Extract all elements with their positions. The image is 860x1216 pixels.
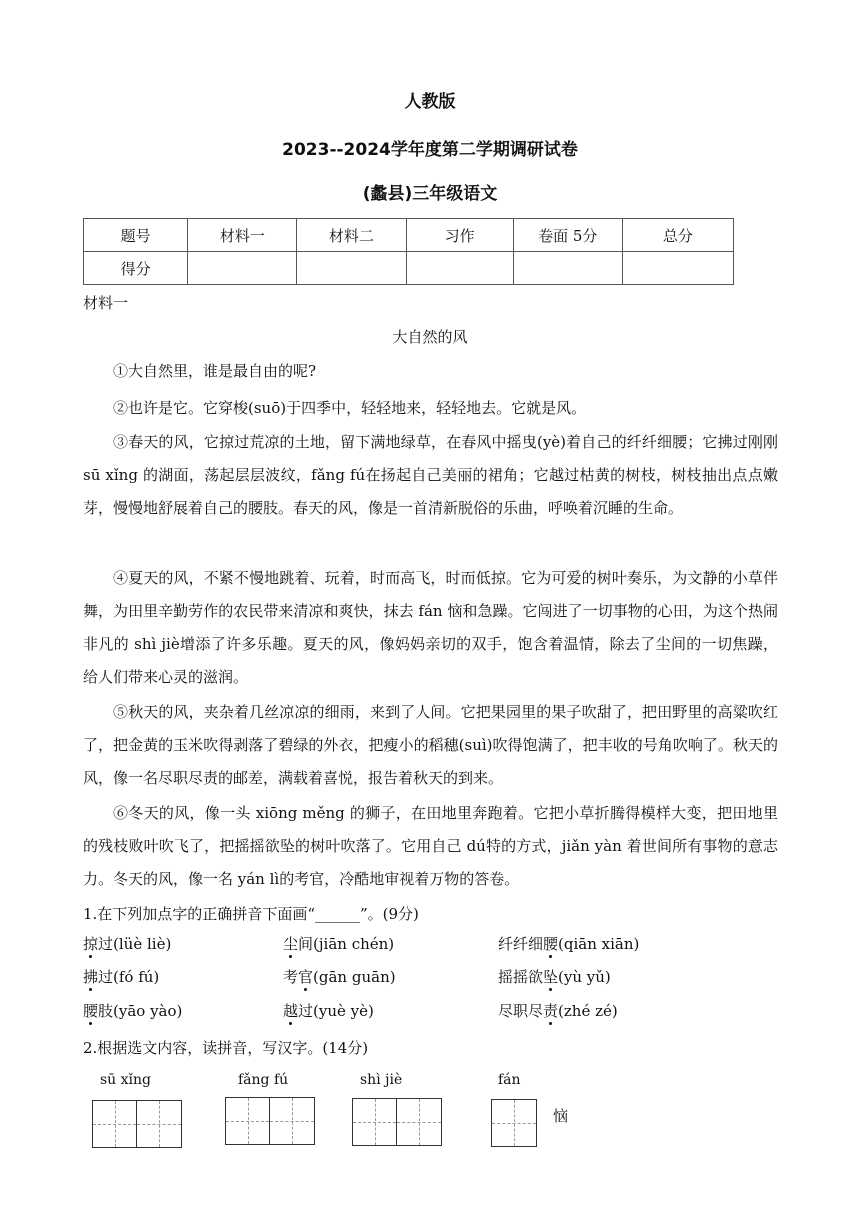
score-table-score-row bbox=[84, 252, 734, 285]
q1-item: 尽职尽责(zhé zé) bbox=[498, 1002, 618, 1020]
writing-cell[interactable] bbox=[397, 1099, 441, 1145]
q1-item: 掠过(lüè liè) bbox=[83, 935, 172, 953]
score-cell[interactable] bbox=[513, 252, 622, 285]
score-cell[interactable] bbox=[622, 252, 733, 285]
paragraph-1: ①大自然里，谁是最自由的呢? bbox=[113, 362, 317, 380]
question-1-prompt: 1.在下列加点字的正确拼音下面画“______”。(9分) bbox=[83, 905, 419, 923]
writing-grid bbox=[92, 1100, 182, 1148]
question-2-prompt: 2.根据选文内容，读拼音，写汉字。(14分) bbox=[83, 1039, 369, 1057]
q1-item: 拂过(fó fú) bbox=[83, 968, 160, 986]
score-col-material-1: 材料一 bbox=[188, 219, 297, 252]
q1-item: 纤纤细腰(qiān xiān) bbox=[498, 935, 640, 953]
score-table bbox=[83, 218, 734, 285]
q1-item: 考官(gān guān) bbox=[283, 968, 396, 986]
writing-cell[interactable] bbox=[492, 1100, 536, 1146]
writing-grid bbox=[225, 1097, 315, 1145]
score-cell[interactable] bbox=[188, 252, 297, 285]
writing-cell[interactable] bbox=[270, 1098, 314, 1144]
exam-title: 2023--2024学年度第二学期调研试卷 bbox=[282, 140, 578, 160]
paragraph-6: ⑥冬天的风，像一头 xiōng měng 的狮子，在田地里奔跑着。它把小草折腾得模样大变，把田地里的残枝败叶吹飞了，把摇摇欲坠的树叶吹落了。它用自己 dú特的方式，jiǎn yàn 着世间所有事物的意志力。冬天的风，像一名 yán lì的考官，冷酷地审视着万物的答卷。 bbox=[83, 804, 778, 888]
score-cell[interactable] bbox=[406, 252, 513, 285]
paragraph-4: ④夏天的风，不紧不慢地跳着、玩着，时而高飞，时而低掠。它为可爱的树叶奏乐，为文静的小草伴舞，为田里辛勤劳作的农民带来清凉和爽快，抹去 fán 恼和急躁。它闯进了一切事物的心田，为这个热闹非凡的 shì jiè增添了许多乐趣。夏天的风，像妈妈亲切的双手，饱含着温情，除去了尘间的一切焦躁，给人们带来心灵的滋润。 bbox=[83, 569, 778, 686]
writing-cell[interactable] bbox=[353, 1099, 397, 1145]
pinyin-label: fǎng fú bbox=[238, 1072, 289, 1088]
publisher-title: 人教版 bbox=[404, 92, 456, 112]
score-col-material-2: 材料二 bbox=[297, 219, 406, 252]
q1-item: 腰肢(yāo yào) bbox=[83, 1002, 183, 1020]
score-col-neatness: 卷面 5分 bbox=[513, 219, 622, 252]
writing-cell[interactable] bbox=[93, 1101, 137, 1147]
paragraph-5: ⑤秋天的风，夹杂着几丝凉凉的细雨，来到了人间。它把果园里的果子吹甜了，把田野里的高粱吹红了，把金黄的玉米吹得剥落了碧绿的外衣，把瘦小的稻穗(suì)吹得饱满了，把丰收的号角吹响了。秋天的风，像一名尽职尽责的邮差，满载着喜悦，报告着秋天的到来。 bbox=[83, 703, 778, 787]
q1-item: 摇摇欲坠(yù yǔ) bbox=[498, 968, 611, 986]
pinyin-label: shì jiè bbox=[360, 1072, 403, 1088]
writing-cell[interactable] bbox=[226, 1098, 270, 1144]
q1-item: 越过(yuè yè) bbox=[283, 1002, 374, 1020]
score-table-header-row bbox=[84, 219, 734, 252]
writing-grid bbox=[491, 1099, 537, 1147]
score-cell[interactable] bbox=[297, 252, 406, 285]
score-row-label: 得分 bbox=[84, 252, 188, 285]
writing-cell[interactable] bbox=[137, 1101, 181, 1147]
writing-grid bbox=[352, 1098, 442, 1146]
section-label: 材料一 bbox=[83, 294, 129, 312]
exam-subtitle: (蠡县)三年级语文 bbox=[362, 184, 498, 204]
score-col-number: 题号 bbox=[84, 219, 188, 252]
paragraph-3: ③春天的风，它掠过荒凉的土地，留下满地绿草，在春风中摇曳(yè)着自己的纤纤细腰；它拂过刚刚 sū xǐng 的湖面，荡起层层波纹，fǎng fú在扬起自己美丽的裙角；它越过枯黄的树枝，树枝抽出点点嫩芽，慢慢地舒展着自己的腰肢。春天的风，像是一首清新脱俗的乐曲，呼唤着沉睡的生命。 bbox=[83, 433, 778, 517]
pinyin-label: sū xǐng bbox=[100, 1072, 152, 1088]
paragraph-2: ②也许是它。它穿梭(suō)于四季中，轻轻地来，轻轻地去。它就是风。 bbox=[113, 399, 587, 417]
pinyin-label: fán bbox=[498, 1072, 521, 1088]
grid-suffix-char: 恼 bbox=[553, 1107, 569, 1125]
article-title: 大自然的风 bbox=[392, 328, 468, 346]
q1-item: 尘间(jiān chén) bbox=[283, 935, 395, 953]
score-col-total: 总分 bbox=[622, 219, 733, 252]
score-col-composition: 习作 bbox=[406, 219, 513, 252]
